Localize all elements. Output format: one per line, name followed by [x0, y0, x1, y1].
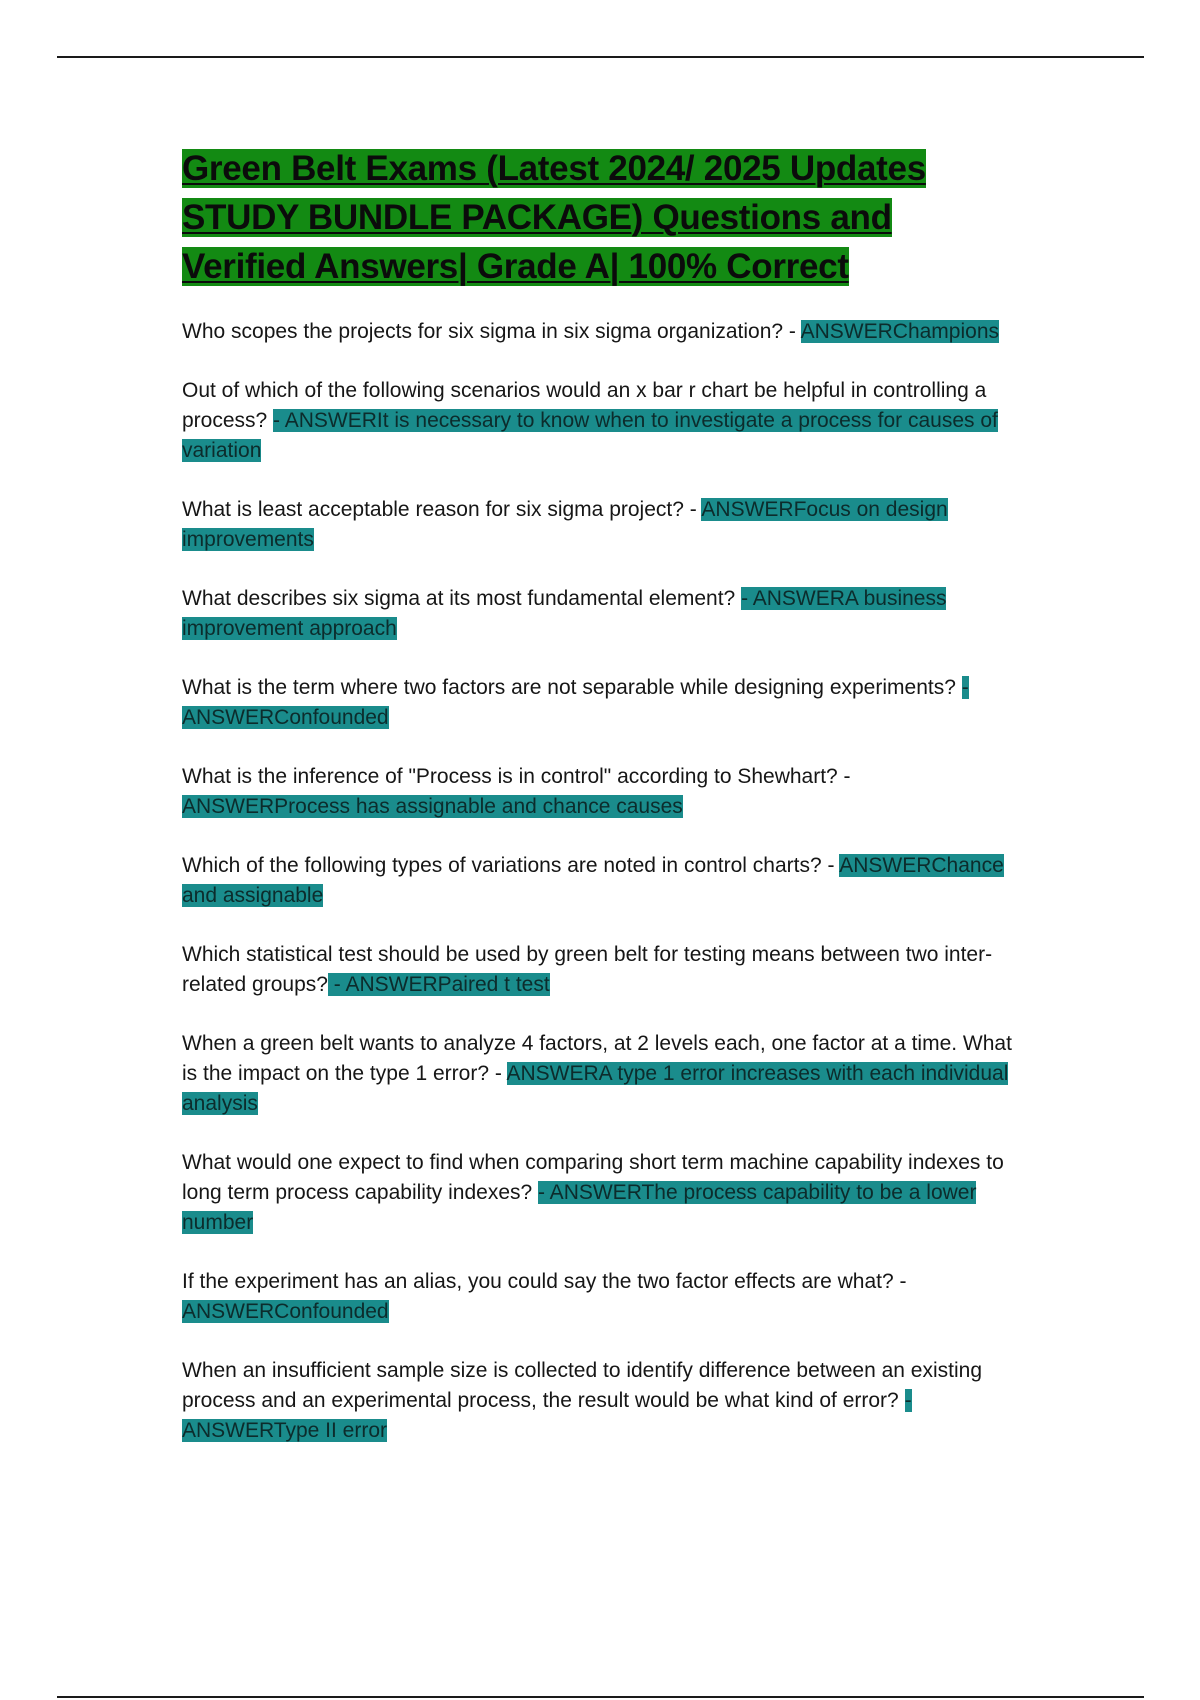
- answer-text: ANSWERProcess has assignable and chance causes: [182, 795, 683, 818]
- qa-item: [182, 1356, 1022, 1446]
- question-text: If the experiment has an alias, you could say the two factor effects are what? -: [182, 1270, 907, 1293]
- qa-item: [182, 673, 1022, 733]
- answer-text: - ANSWERThe process capability to be a lower number: [182, 1181, 977, 1234]
- qa-item: [182, 495, 1022, 555]
- question-text: What is the term where two factors are not separable while designing experiments?: [182, 676, 962, 699]
- qa-item: [182, 1029, 1022, 1119]
- question-text: Which statistical test should be used by green belt for testing means between two inter-related groups?: [182, 943, 993, 996]
- answer-text: - ANSWERPaired t test: [327, 973, 550, 996]
- question-text: When an insufficient sample size is collected to identify difference between an existing process and an experimental process, the result would be what kind of error?: [182, 1359, 983, 1412]
- question-text: Which of the following types of variations are noted in control charts? -: [182, 854, 840, 877]
- document-title-text: Green Belt Exams (Latest 2024/ 2025 Updates STUDY BUNDLE PACKAGE) Questions and Verified Answers| Grade A| 100% Correct: [182, 149, 926, 286]
- answer-text: - ANSWERIt is necessary to know when to investigate a process for causes of variation: [182, 409, 998, 462]
- answer-text: ANSWERChampions: [800, 320, 1000, 343]
- question-text: What is least acceptable reason for six sigma project? -: [182, 498, 702, 521]
- qa-item: [182, 762, 1022, 822]
- answer-text: ANSWERChance and assignable: [182, 854, 1004, 907]
- bottom-rule: [57, 1696, 1144, 1698]
- qa-item: [182, 940, 1022, 1000]
- answer-text: ANSWERFocus on design improvements: [182, 498, 948, 551]
- answer-text: ANSWERA type 1 error increases with each individual analysis: [182, 1062, 1009, 1115]
- qa-item: [182, 317, 1022, 347]
- question-text: What describes six sigma at its most fundamental element?: [182, 587, 742, 610]
- question-text: What is the inference of "Process is in control" according to Shewhart? -: [182, 765, 851, 788]
- document-body: [182, 144, 1022, 1475]
- qa-list: [182, 317, 1022, 1446]
- question-text: When a green belt wants to analyze 4 factors, at 2 levels each, one factor at a time. What is the impact on the type 1 error? -: [182, 1032, 1012, 1085]
- answer-text: - ANSWERConfounded: [182, 676, 969, 729]
- qa-item: [182, 1148, 1022, 1238]
- qa-item: [182, 851, 1022, 911]
- top-rule: [57, 56, 1144, 58]
- question-text: What would one expect to find when comparing short term machine capability indexes to long term process capability indexes?: [182, 1151, 1004, 1204]
- question-text: Out of which of the following scenarios would an x bar r chart be helpful in controlling a process?: [182, 379, 987, 432]
- answer-text: - ANSWERA business improvement approach: [182, 587, 947, 640]
- qa-item: [182, 1267, 1022, 1327]
- qa-item: [182, 584, 1022, 644]
- question-text: Who scopes the projects for six sigma in six sigma organization? -: [182, 320, 801, 343]
- document-title: [182, 144, 1022, 291]
- qa-item: [182, 376, 1022, 466]
- answer-text: - ANSWERType II error: [182, 1389, 912, 1442]
- answer-text: ANSWERConfounded: [182, 1300, 389, 1323]
